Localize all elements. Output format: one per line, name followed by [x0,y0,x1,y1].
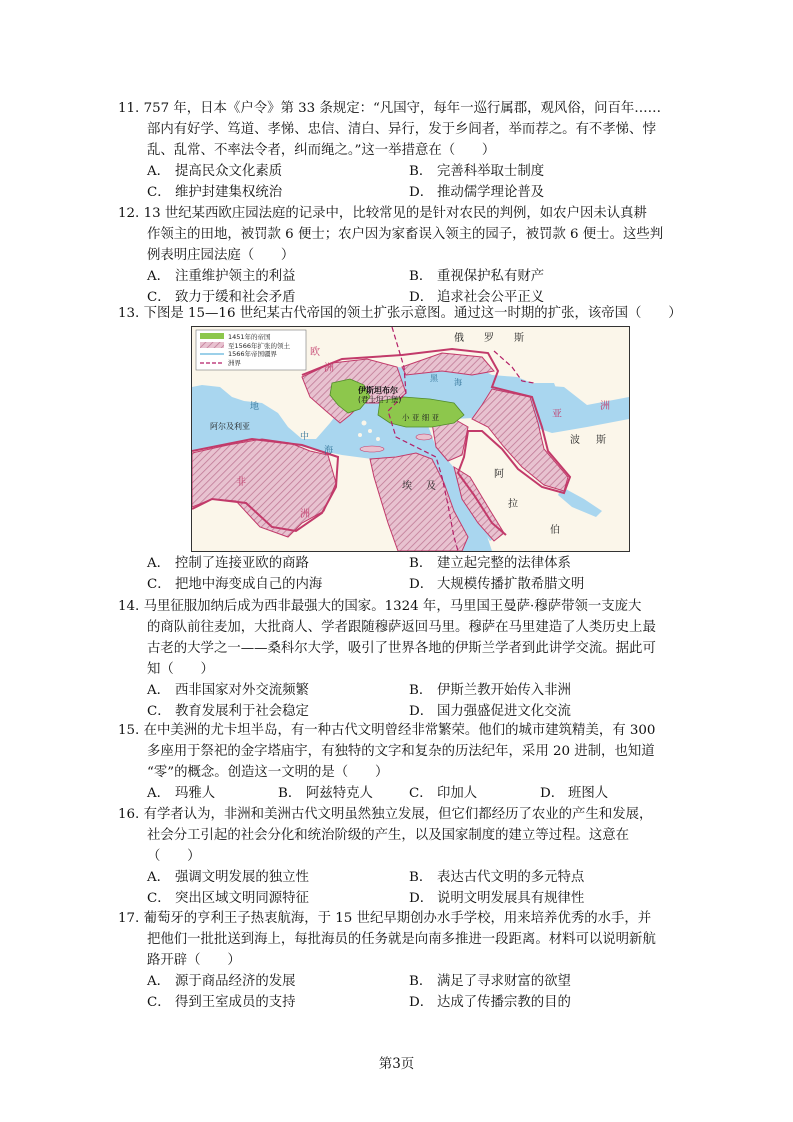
island [368,429,372,433]
option-c[interactable]: C． 印加人 [409,786,478,801]
question-stem-line: 多座用于祭祀的金字塔庙宇，有独特的文字和复杂的历法纪年，采用 20 进制，也知道 [147,744,655,759]
question-13 [118,303,683,324]
question-stem-line: 把他们一批批送到海上，每批海员的任务就是向南多推进一段距离。材料可以说明新航 [147,932,656,947]
option-d[interactable]: D． 国力强盛促进文化交流 [409,704,571,719]
island [358,433,362,437]
question-stem-line: 乱、乱常、不率法令者，纠而绳之。”这一举措意在（ ） [147,143,496,158]
question-stem: 葡萄牙的亨利王子热衷航海，于 15 世纪早期创办水手学校，用来培养优秀的水手，并 [143,911,652,926]
question-stem: 在中美洲的尤卡坦半岛，有一种古代文明曾经非常繁荣。他们的城市建筑精美，有 300 [143,723,656,738]
option-a[interactable]: A． 控制了连接亚欧的商路 [147,556,309,571]
page-number: 第3页 [378,1056,415,1072]
options [147,680,683,722]
option-b[interactable]: B． 表达古代文明的多元特点 [409,870,585,885]
question-stem: 有学者认为，非洲和美洲古代文明虽然独立发展，但它们都经历了农业的产生和发展， [143,807,653,822]
island [376,437,380,441]
label-arabia: 拉 [508,499,518,510]
question-stem-line: 的商队前往麦加，大批商人、学者跟随穆萨返回马里。穆萨在马里建造了人类历史上最 [147,620,656,635]
options [147,553,683,595]
legend-core-label: 1451年的帝国 [228,333,271,341]
question-stem-line: “零”的概念。创造这一文明的是（ ） [147,765,389,780]
question-13-options [118,553,683,595]
label-di: 地 [250,402,260,412]
label-arabia: 阿 [494,469,504,480]
option-a[interactable]: A． 西非国家对外交流频繁 [147,683,309,698]
option-b[interactable]: B． 重视保护私有财产 [409,269,545,284]
label-mediterranean: 海 [324,446,334,456]
options [147,971,683,1013]
options [147,783,683,804]
crete [360,446,384,452]
option-d[interactable]: D． 说明文明发展具有规律性 [409,891,585,906]
label-asia: 亚 [552,409,562,420]
question-stem: 13 世纪某西欧庄园法庭的记录中，比较常见的是针对农民的判例，如农户因未认真耕 [143,206,647,221]
option-c[interactable]: C． 得到王室成员的支持 [147,995,296,1010]
question-stem-line: 古老的大学之一——桑科尔大学，吸引了世界各地的伊斯兰学者到此讲学交流。据此可 [147,641,656,656]
ottoman-expansion-map [191,326,630,552]
label-istanbul: 伊斯坦布尔 [358,386,398,395]
question-12 [118,203,683,308]
option-b[interactable]: B． 完善科举取士制度 [409,164,545,179]
label-africa: 非 [236,477,246,488]
option-c[interactable]: C． 教育发展利于社会稳定 [147,704,309,719]
question-stem: 下图是 15—16 世纪某古代帝国的领土扩张示意图。通过这一时期的扩张，该帝国（ ） [143,306,682,321]
label-istanbul: (君士坦丁堡) [358,395,402,404]
option-a[interactable]: A． 源于商品经济的发展 [147,974,296,989]
legend-swatch-expansion [200,342,224,348]
question-stem-line: （ ） [147,849,201,864]
option-b[interactable]: B． 阿兹特克人 [278,786,373,801]
label-arabia: 伯 [550,525,560,536]
question-16 [118,804,683,909]
question-stem: 马里征服加纳后成为西非最强大的国家。1324 年，马里国王曼萨·穆萨带领一支庞大 [143,599,642,614]
option-a[interactable]: A． 提高民众文化素质 [147,164,283,179]
question-stem-line: 知（ ） [147,662,214,677]
question-stem: 757 年，日本《户令》第 33 条规定：“凡国守，每年一巡行属郡，观风俗，问百年…… [143,101,662,116]
legend-expansion-label: 至1566年扩张的领土 [228,342,291,350]
label-russia: 罗 [484,333,494,344]
label-europe: 洲 [324,363,334,374]
options [147,867,683,909]
question-14 [118,596,683,722]
label-russia: 斯 [514,333,524,344]
question-number: 11. [118,101,140,116]
option-b[interactable]: B． 伊斯兰教开始传入非洲 [409,683,571,698]
option-d[interactable]: D． 推动儒学理论普及 [409,185,545,200]
question-stem-line: 例表明庄园法庭（ ） [147,248,295,263]
label-persia: 斯 [596,435,606,446]
option-c[interactable]: C． 维护封建集权统治 [147,185,283,200]
question-stem-line: 路开辟（ ） [147,953,241,968]
question-15 [118,720,683,804]
question-number: 14. [118,599,140,614]
legend-border-label: 1566年帝国疆界 [228,350,278,358]
option-b[interactable]: B． 满足了寻求财富的欲望 [409,974,571,989]
label-russia: 俄 [454,333,464,344]
label-persia: 波 [570,435,580,446]
question-number: 12. [118,206,140,221]
cyprus [416,434,432,440]
question-number: 13. [118,306,140,321]
option-d[interactable]: D． 追求社会公平正义 [409,290,545,305]
option-a[interactable]: A． 玛雅人 [147,786,216,801]
question-stem-line: 社会分工引起的社会分化和统治阶级的产生，以及国家制度的建立等过程。这意在 [147,828,630,843]
question-number: 16. [118,807,140,822]
label-black-sea: 黑 [430,374,438,383]
option-c[interactable]: C． 致力于缓和社会矛盾 [147,290,296,305]
option-a[interactable]: A． 注重维护领主的利益 [147,269,296,284]
question-11 [118,98,683,203]
option-c[interactable]: C． 突出区域文明同源特征 [147,891,309,906]
label-black-sea: 海 [454,378,462,387]
label-asia-minor: 小 亚 细 亚 [402,413,440,422]
option-a[interactable]: A． 强调文明发展的独立性 [147,870,309,885]
options [147,266,683,308]
option-c[interactable]: C． 把地中海变成自己的内海 [147,577,323,592]
label-egypt: 及 [426,481,436,492]
label-mediterranean: 中 [300,432,310,442]
label-egypt: 埃 [402,481,412,492]
question-number: 15. [118,723,140,738]
label-europe: 欧 [310,347,320,358]
label-africa: 洲 [300,509,310,520]
option-b[interactable]: B． 建立起完整的法律体系 [409,556,571,571]
label-asia: 洲 [600,401,610,412]
label-algeria: 阿尔及利亚 [210,422,250,431]
question-stem-line: 作领主的田地，被罚款 6 便士；农户因为家畜误入领主的园子，被罚款 6 便士。这些判 [147,227,664,242]
legend-continent-label: 洲界 [228,359,241,367]
question-number: 17. [118,911,140,926]
question-17 [118,908,683,1013]
island [362,421,367,426]
question-stem-line: 部内有好学、笃道、孝悌、忠信、清白、异行，发于乡闾者，举而荐之。有不孝悌、悖 [147,122,656,137]
legend-swatch-core [200,333,224,339]
option-d[interactable]: D． 达成了传播宗教的目的 [409,995,571,1010]
option-d[interactable]: D． 大规模传播扩散希腊文明 [409,577,585,592]
option-d[interactable]: D． 班图人 [540,786,609,801]
options [147,161,683,203]
